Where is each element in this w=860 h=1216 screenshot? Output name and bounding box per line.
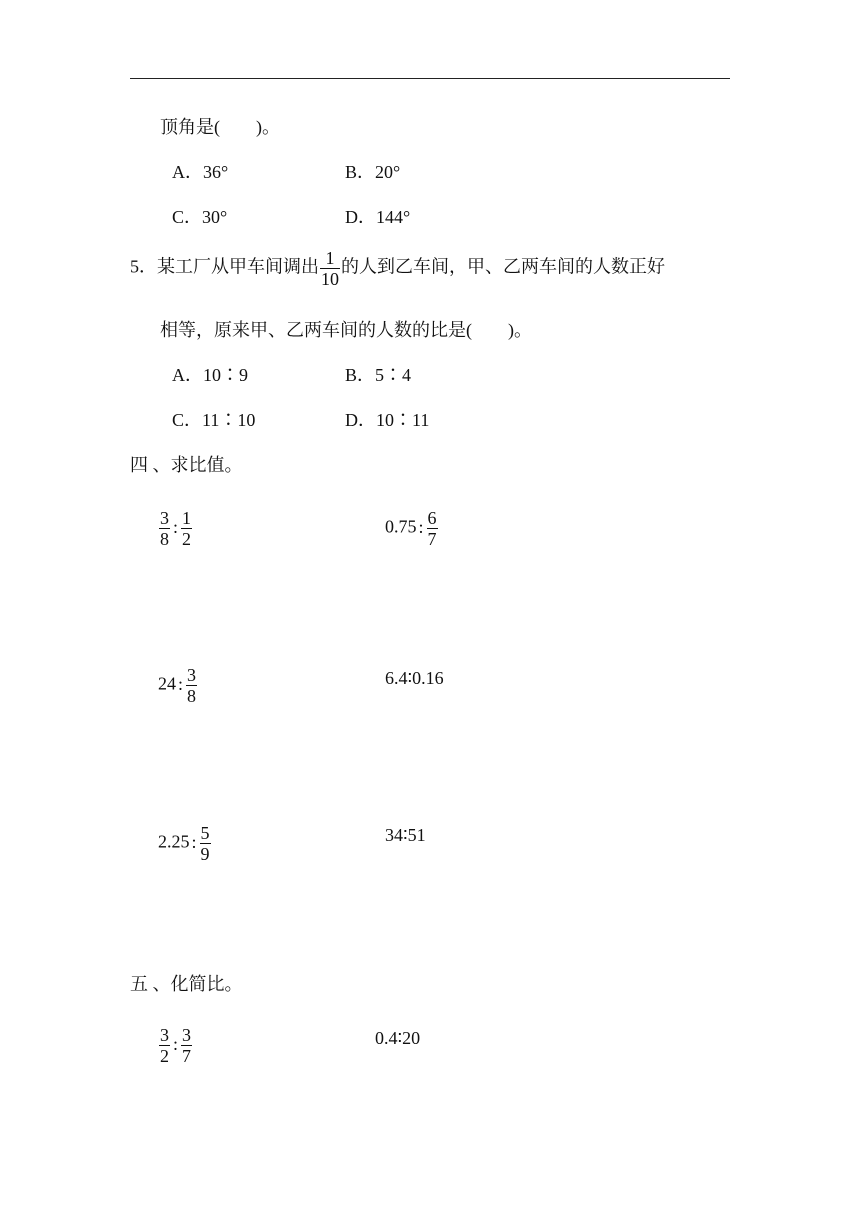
s4-item1 [158,508,193,549]
ratio-term-a: 24 [158,673,176,694]
section5-title: 五 、化简比。 [130,974,243,994]
q4-stem: 顶角是( )。 [160,117,280,137]
ratio-term-a: 2.25 [158,831,190,852]
fraction-numerator: 1 [325,248,335,268]
q4-option-a: A．36° [172,162,229,182]
q4-option-b: B．20° [345,162,401,182]
ratio-fraction-b [181,508,192,549]
fraction-denominator: 7 [182,1046,192,1066]
ratio-fraction-a [159,1025,170,1066]
fraction-numerator: 3 [187,665,197,685]
header-rule [130,78,730,79]
fraction-denominator: 8 [160,529,169,549]
q5-number: 5． [130,256,157,277]
ratio-fraction-b [200,823,211,864]
section4-title: 四 、求比值。 [130,455,243,475]
fraction-numerator: 3 [160,508,169,528]
ratio-fraction-b [427,508,438,549]
fraction-numerator: 3 [182,1025,192,1045]
ratio-sign: : [173,1033,179,1054]
fraction-denominator: 2 [182,529,192,549]
ratio-fraction-a [159,508,170,549]
ratio-term-a: 0.75 [385,516,417,537]
s4-item5 [158,823,212,864]
q5-stem-before: 某工厂从甲车间调出 [157,256,319,277]
q4-option-d: D．144° [345,207,411,227]
fraction-denominator: 7 [427,529,437,549]
q5-option-a: A．10∶9 [172,365,248,385]
q5-line2: 相等，原来甲、乙两车间的人数的比是( )。 [160,320,532,340]
ratio-fraction-b [186,665,197,706]
s4-item6: 34∶51 [385,825,426,845]
q5-fraction [320,248,340,289]
ratio-fraction-b [181,1025,192,1066]
fraction-denominator: 9 [200,844,210,864]
ratio-sign: : [178,673,184,694]
s4-item4: 6.4∶0.16 [385,668,444,688]
ratio-sign: : [191,831,197,852]
s4-item2 [385,508,439,549]
q5-line1 [130,248,665,289]
s5-item2: 0.4∶20 [375,1028,421,1048]
s5-item1 [158,1025,193,1066]
fraction-numerator: 6 [427,508,437,528]
s4-item3 [158,665,198,706]
ratio-sign: : [173,516,179,537]
fraction-denominator: 2 [160,1046,169,1066]
fraction-denominator: 8 [187,686,197,706]
fraction-numerator: 1 [182,508,192,528]
fraction-denominator: 10 [321,269,339,289]
q5-option-d: D．10∶11 [345,410,430,430]
q5-stem-after: 的人到乙车间，甲、乙两车间的人数正好 [341,256,665,277]
fraction-numerator: 3 [160,1025,169,1045]
q5-option-b: B．5∶4 [345,365,412,385]
q4-option-c: C．30° [172,207,228,227]
fraction-numerator: 5 [200,823,210,843]
ratio-sign: : [418,516,424,537]
q5-option-c: C．11∶10 [172,410,256,430]
